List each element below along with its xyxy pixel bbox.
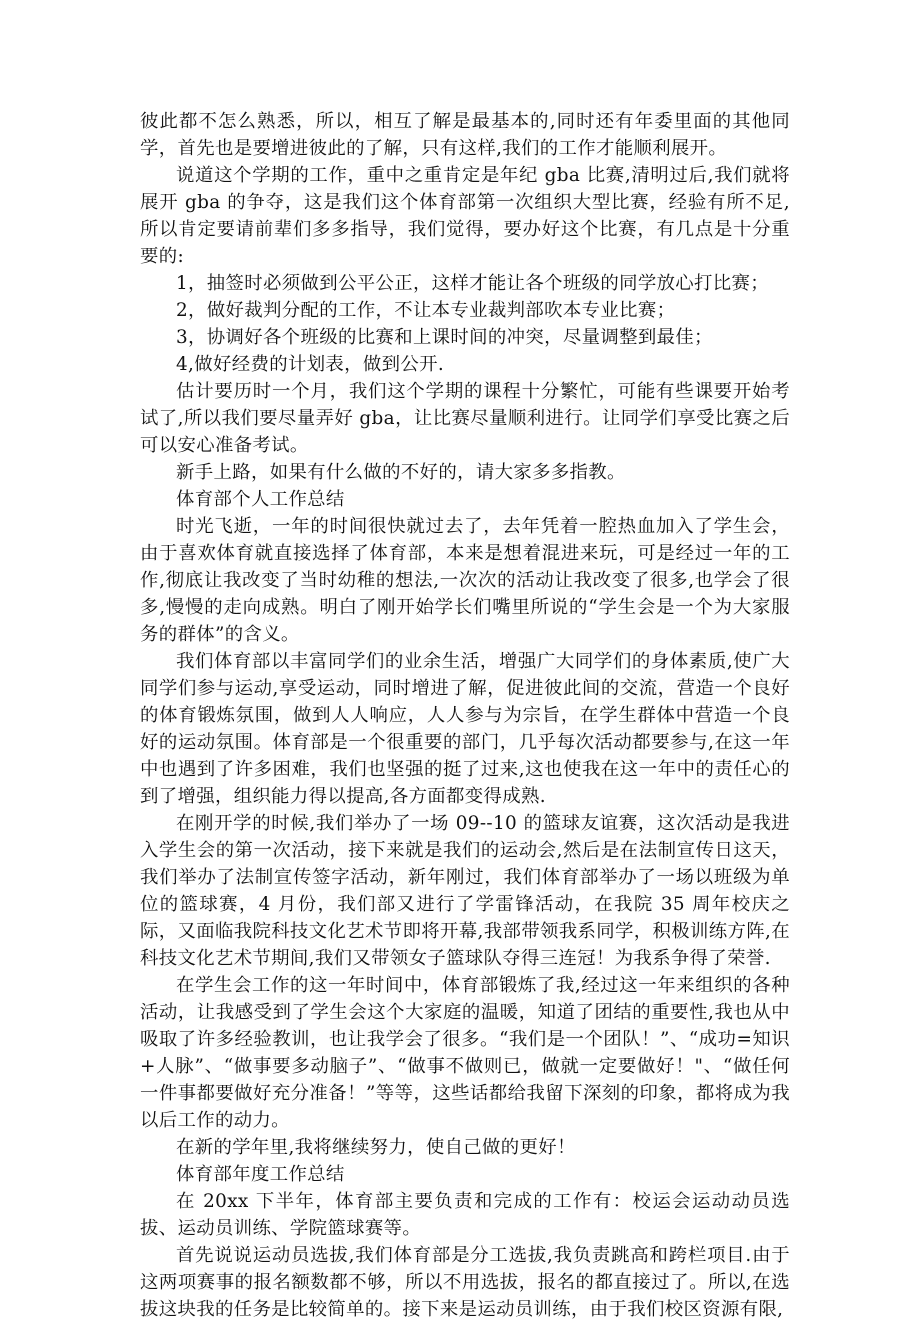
paragraph: 首先说说运动员选拔,我们体育部是分工选拔,我负责跳高和跨栏项目.由于这两项赛事的报名额数都不够，所以不用选拔，报名的都直接过了。所以,在选拔这块我的任务是比较简单的。接下来是运动员训练，由于我们校区资源有限,	[140, 1245, 790, 1320]
list-item: 3，协调好各个班级的比赛和上课时间的冲突，尽量调整到最佳；	[176, 327, 713, 348]
paragraph: 新手上路，如果有什么做的不好的，请大家多多指教。	[176, 462, 626, 483]
document-page	[140, 108, 790, 1323]
section-heading: 体育部个人工作总结	[176, 489, 345, 510]
paragraph: 彼此都不怎么熟悉，所以，相互了解是最基本的,同时还有年委里面的其他同学，首先也是要增进彼此的了解，只有这样,我们的工作才能顺利展开。	[140, 111, 790, 159]
paragraph: 估计要历时一个月，我们这个学期的课程十分繁忙，可能有些课要开始考试了,所以我们要尽量弄好 gba，让比赛尽量顺利进行。让同学们享受比赛之后可以安心准备考试。	[140, 381, 790, 456]
list-item: 2，做好裁判分配的工作，不让本专业裁判部吹本专业比赛；	[176, 300, 676, 321]
paragraph: 在 20xx 下半年，体育部主要负责和完成的工作有：校运会运动动员选拔、运动员训练、学院篮球赛等。	[140, 1191, 790, 1239]
paragraph: 我们体育部以丰富同学们的业余生活，增强广大同学们的身体素质,使广大同学们参与运动,享受运动，同时增进了解，促进彼此间的交流，营造一个良好的体育锻炼氛围，做到人人响应，人人参与为宗旨，在学生群体中营造一个良好的运动氛围。体育部是一个很重要的部门，几乎每次活动都要参与,在这一年中也遇到了许多困难，我们也坚强的挺了过来,这也使我在这一年中的责任心的到了增强，组织能力得以提高,各方面都变得成熟.	[140, 651, 790, 807]
paragraph: 在学生会工作的这一年时间中，体育部锻炼了我,经过这一年来组织的各种活动，让我感受到了学生会这个大家庭的温暖，知道了团结的重要性,我也从中吸取了许多经验教训，也让我学会了很多。“我们是一个团队！”、“成功=知识+人脉”、“做事要多动脑子”、“做事不做则已，做就一定要做好！"、“做任何一件事都要做好充分准备！”等等，这些话都给我留下深刻的印象，都将成为我以后工作的动力。	[140, 975, 790, 1131]
paragraph: 时光飞逝，一年的时间很快就过去了，去年凭着一腔热血加入了学生会，由于喜欢体育就直接选择了体育部，本来是想着混进来玩，可是经过一年的工作,彻底让我改变了当时幼稚的想法,一次次的活动让我改变了很多,也学会了很多,慢慢的走向成熟。明白了刚开始学长们嘴里所说的“学生会是一个为大家服务的群体”的含义。	[140, 516, 790, 645]
section-heading: 体育部年度工作总结	[176, 1164, 345, 1185]
paragraph: 在刚开学的时候,我们举办了一场 09--10 的篮球友谊赛，这次活动是我进入学生会的第一次活动，接下来就是我们的运动会,然后是在法制宣传日这天，我们举办了法制宣传签字活动，新年刚过，我们体育部举办了一场以班级为单位的篮球赛，4 月份，我们部又进行了学雷锋活动，在我院 35 周年校庆之际，又面临我院科技文化艺术节即将开幕,我部带领我系同学，积极训练方阵,在科技文化艺术节期间,我们又带领女子篮球队夺得三连冠！为我系争得了荣誉.	[140, 813, 790, 969]
list-item: 1，抽签时必须做到公平公正，这样才能让各个班级的同学放心打比赛；	[176, 273, 770, 294]
paragraph: 说道这个学期的工作，重中之重肯定是年纪 gba 比赛,清明过后,我们就将展开 gba 的争夺，这是我们这个体育部第一次组织大型比赛，经验有所不足,所以肯定要请前辈们多多指导，我们觉得，要办好这个比赛，有几点是十分重要的:	[140, 165, 790, 267]
list-item: 4,做好经费的计划表，做到公开.	[176, 354, 445, 375]
paragraph: 在新的学年里,我将继续努力，使自己做的更好！	[176, 1137, 576, 1158]
